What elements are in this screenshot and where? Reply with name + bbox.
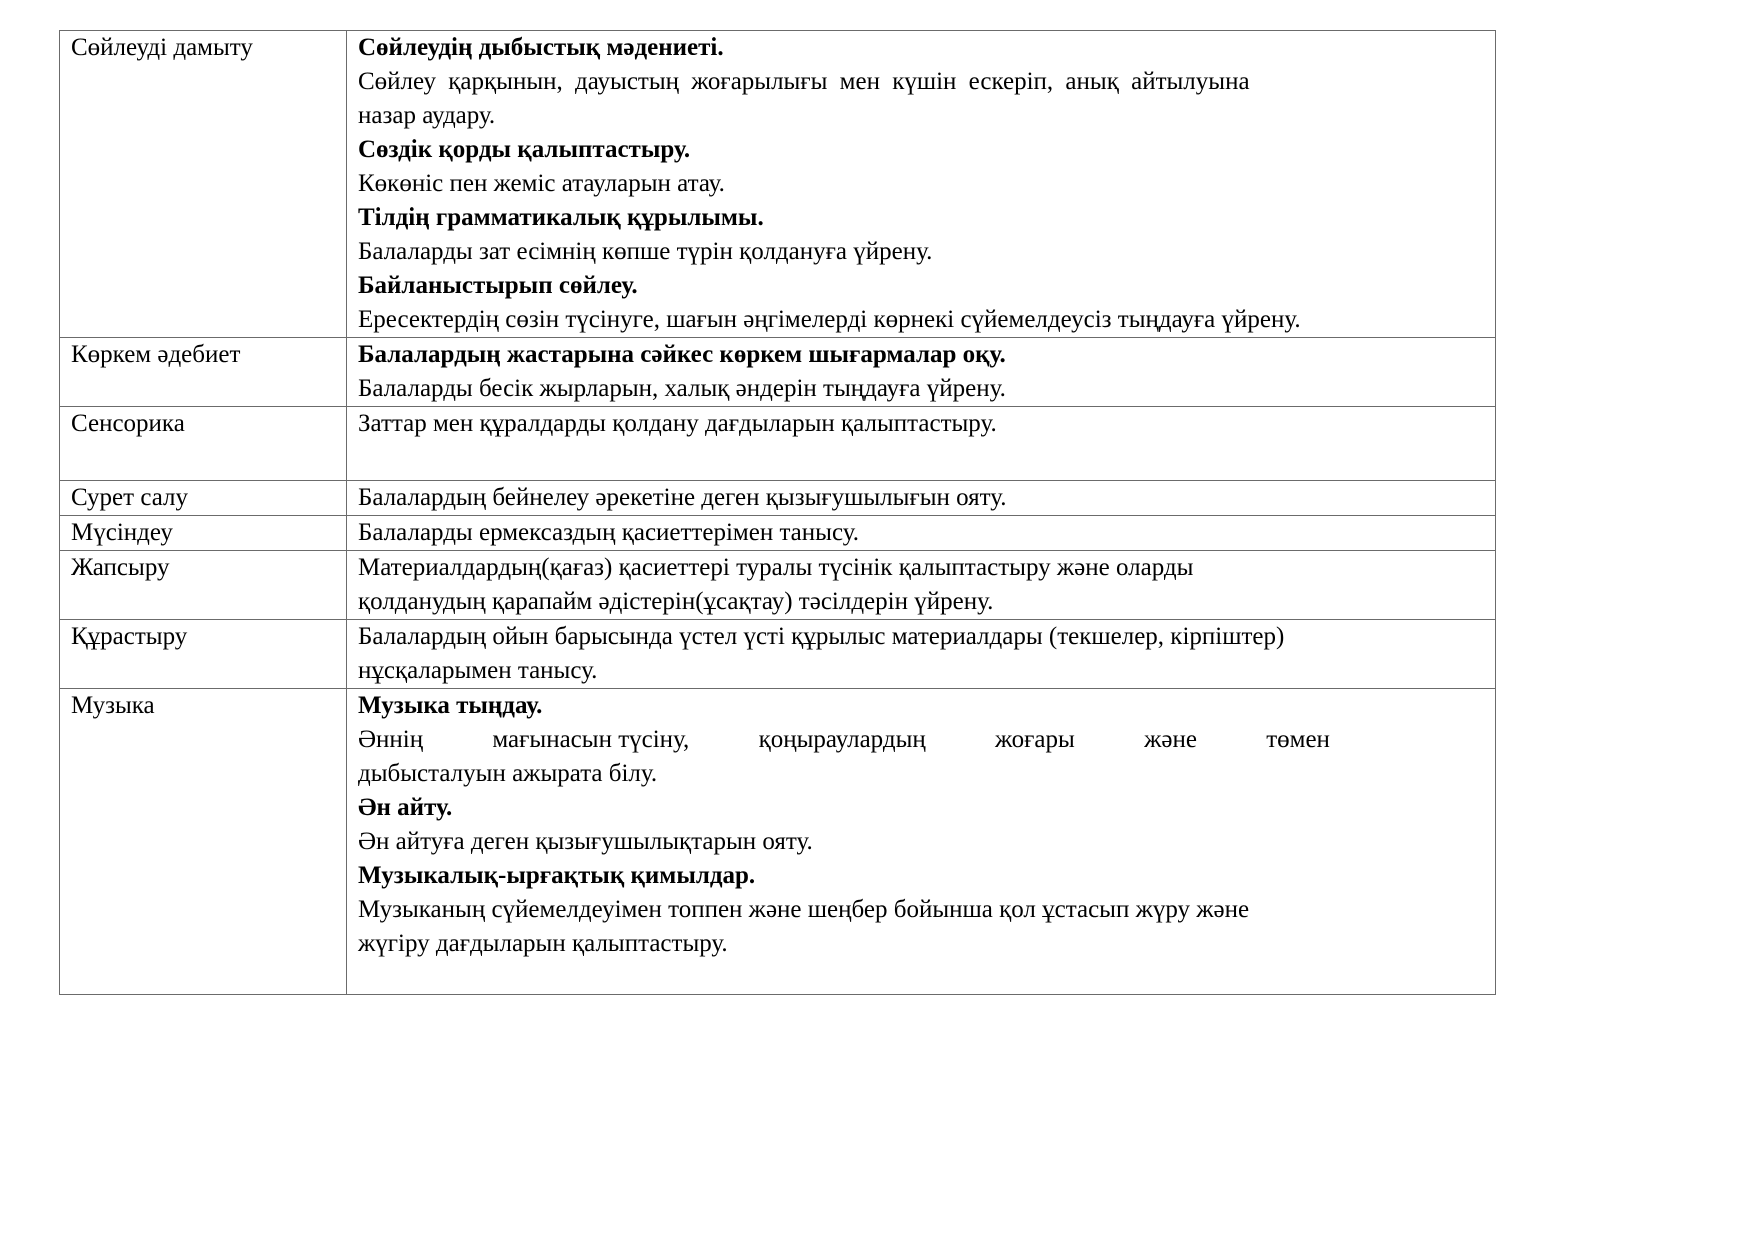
content-cell xyxy=(347,31,1496,338)
section-heading: Сөйлеудің дыбыстық мәдениеті. xyxy=(358,34,724,61)
content-text: дыбысталуын ажырата білу. xyxy=(358,760,658,787)
subject-label: Сурет салу xyxy=(71,484,189,511)
table-row xyxy=(60,31,1496,338)
content-text: Балаларды зат есімнің көпше түрін қолдануға үйрену. xyxy=(358,238,933,265)
content-text: назар аудару. xyxy=(358,102,496,129)
content-cell xyxy=(347,338,1496,407)
content-text: Материалдардың(қағаз) қасиеттері туралы түсінік қалыптастыру және оларды xyxy=(358,554,1194,581)
content-text: Балаларды бесік жырларын, халық әндерін тыңдауға үйрену. xyxy=(358,375,1006,402)
word: Әннің xyxy=(358,726,424,753)
section-heading: Музыкалық-ырғақтық қимылдар. xyxy=(358,862,756,889)
content-text: нұсқаларымен танысу. xyxy=(358,657,598,684)
subject-label: Жапсыру xyxy=(71,554,170,581)
section-heading: Ән айту. xyxy=(358,794,453,821)
subject-label: Мүсіндеу xyxy=(71,519,173,546)
content-cell xyxy=(347,481,1496,516)
content-text: Сөйлеу қарқынын, дауыстың жоғарылығы мен күшін ескеріп, анық айтылуына xyxy=(358,68,1250,95)
section-heading: Байланыстырып сөйлеу. xyxy=(358,272,638,299)
content-text: Ересектердің сөзін түсінуге, шағын әңгімелерді көрнекі сүйемелдеусіз тыңдауға үйрену. xyxy=(358,306,1301,333)
table-row xyxy=(60,551,1496,620)
subject-cell xyxy=(60,481,347,516)
section-heading: Сөздік қорды қалыптастыру. xyxy=(358,136,691,163)
subject-cell xyxy=(60,620,347,689)
content-cell xyxy=(347,516,1496,551)
subject-cell xyxy=(60,689,347,995)
content-text: Ән айтуға деген қызығушылықтарын ояту. xyxy=(358,828,813,855)
section-heading: Тілдің грамматикалық құрылымы. xyxy=(358,204,764,231)
subject-cell xyxy=(60,31,347,338)
subject-label: Құрастыру xyxy=(71,623,188,650)
word: мағынасын түсіну, xyxy=(492,726,690,753)
table-row xyxy=(60,407,1496,481)
subject-label: Музыка xyxy=(71,692,155,719)
content-cell xyxy=(347,551,1496,620)
table-row xyxy=(60,689,1496,995)
content-cell xyxy=(347,689,1496,995)
content-cell xyxy=(347,407,1496,481)
section-heading: Балалардың жастарына сәйкес көркем шығармалар оқу. xyxy=(358,341,1006,368)
word: жоғары xyxy=(995,726,1075,753)
content-text: Көкөніс пен жеміс атауларын атау. xyxy=(358,170,725,197)
table-row xyxy=(60,620,1496,689)
word: төмен xyxy=(1266,726,1330,753)
subject-cell xyxy=(60,516,347,551)
content-cell xyxy=(347,620,1496,689)
curriculum-table xyxy=(59,30,1496,995)
content-text: Музыканың сүйемелдеуімен топпен және шеңбер бойынша қол ұстасып жүру және xyxy=(358,896,1250,923)
subject-label: Көркем әдебиет xyxy=(71,341,241,368)
subject-cell xyxy=(60,407,347,481)
content-text: қолданудың қарапайм әдістерін(ұсақтау) тәсілдерін үйрену. xyxy=(358,588,994,615)
content-text: Балаларды ермексаздың қасиеттерімен танысу. xyxy=(358,519,859,546)
subject-cell xyxy=(60,338,347,407)
subject-label: Сенсорика xyxy=(71,410,185,437)
content-text-justified xyxy=(358,723,1330,757)
table-row xyxy=(60,338,1496,407)
word: қоңыраулардың xyxy=(758,726,926,753)
content-text: жүгіру дағдыларын қалыптастыру. xyxy=(358,930,728,957)
content-text: Балалардың бейнелеу әрекетіне деген қызығушылығын ояту. xyxy=(358,484,1007,511)
section-heading: Музыка тыңдау. xyxy=(358,692,543,719)
word: және xyxy=(1144,726,1197,753)
subject-label: Сөйлеуді дамыту xyxy=(71,34,253,61)
content-text: Заттар мен құралдарды қолдану дағдыларын қалыптастыру. xyxy=(358,410,997,437)
content-text: Балалардың ойын барысында үстел үсті құрылыс материалдары (текшелер, кірпіштер) xyxy=(358,623,1285,650)
subject-cell xyxy=(60,551,347,620)
table-row xyxy=(60,516,1496,551)
table-row xyxy=(60,481,1496,516)
